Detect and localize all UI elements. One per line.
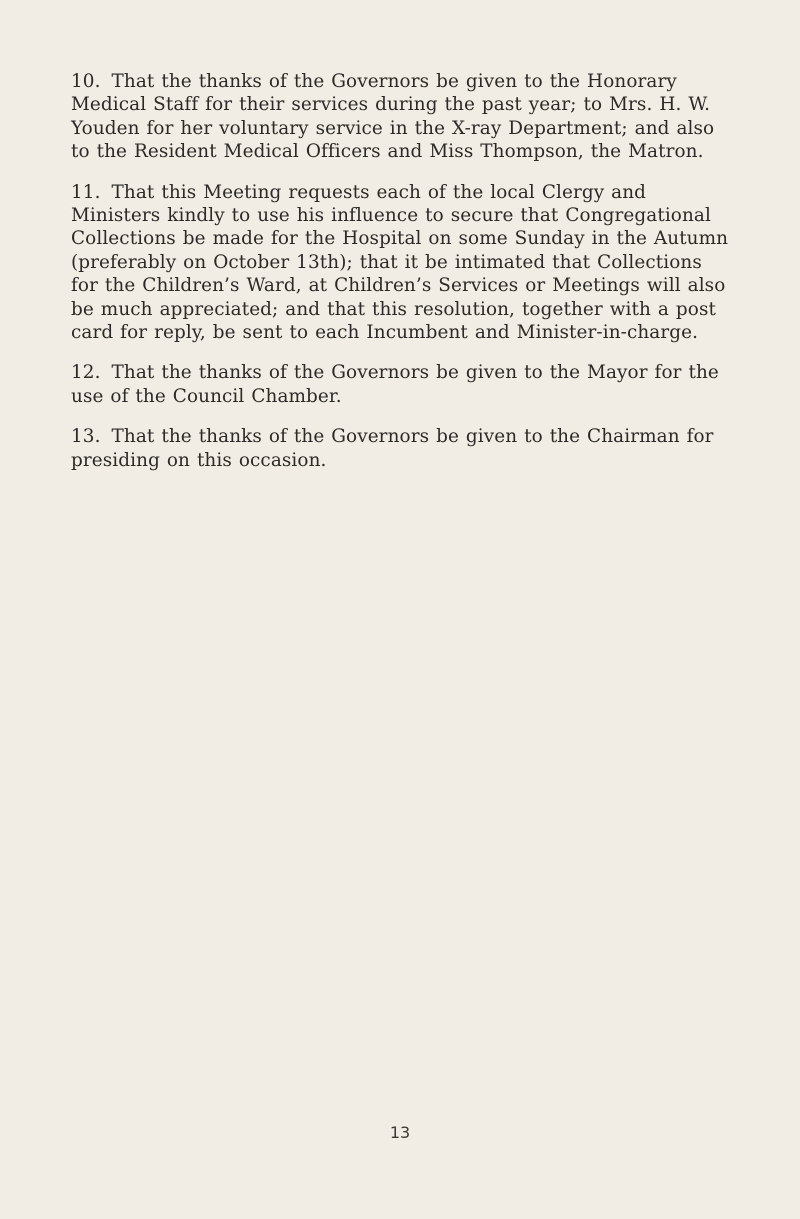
resolution-paragraph xyxy=(71,70,731,164)
resolution-number: 12. xyxy=(71,362,101,384)
resolution-paragraph xyxy=(71,425,731,472)
resolution-number: 10. xyxy=(71,71,101,92)
resolution-number: 13. xyxy=(71,426,101,448)
page-number: 13 xyxy=(389,1123,411,1142)
document-body xyxy=(71,70,731,489)
resolution-text: That the thanks of the Governors be given to the Honorary Medical Staff for their services during the past year; to Mrs. H. W. Youden for her voluntary service in the X-ray Department; and also to the Resident Medical Officers and Miss Thompson, the Matron. xyxy=(71,71,715,163)
resolution-text: That this Meeting requests each of the local Clergy and Ministers kindly to use his influence to secure that Congregational Collections be made for the Hospital on some Sunday in the Autumn (preferably on October 13th); that it be intimated that Collections for the Children’s Ward, at Children’s Services or Meetings will also be much appreciated; and that this resolution, together with a post card for reply, be sent to each Incumbent and Minister-in-charge. xyxy=(71,181,729,344)
resolution-paragraph xyxy=(71,361,731,408)
resolution-text: That the thanks of the Governors be given to the Chairman for presiding on this occasion. xyxy=(71,426,714,471)
resolution-paragraph xyxy=(71,181,731,345)
resolution-number: 11. xyxy=(71,181,101,203)
resolution-text: That the thanks of the Governors be given to the Mayor for the use of the Council Chamber. xyxy=(71,362,719,407)
